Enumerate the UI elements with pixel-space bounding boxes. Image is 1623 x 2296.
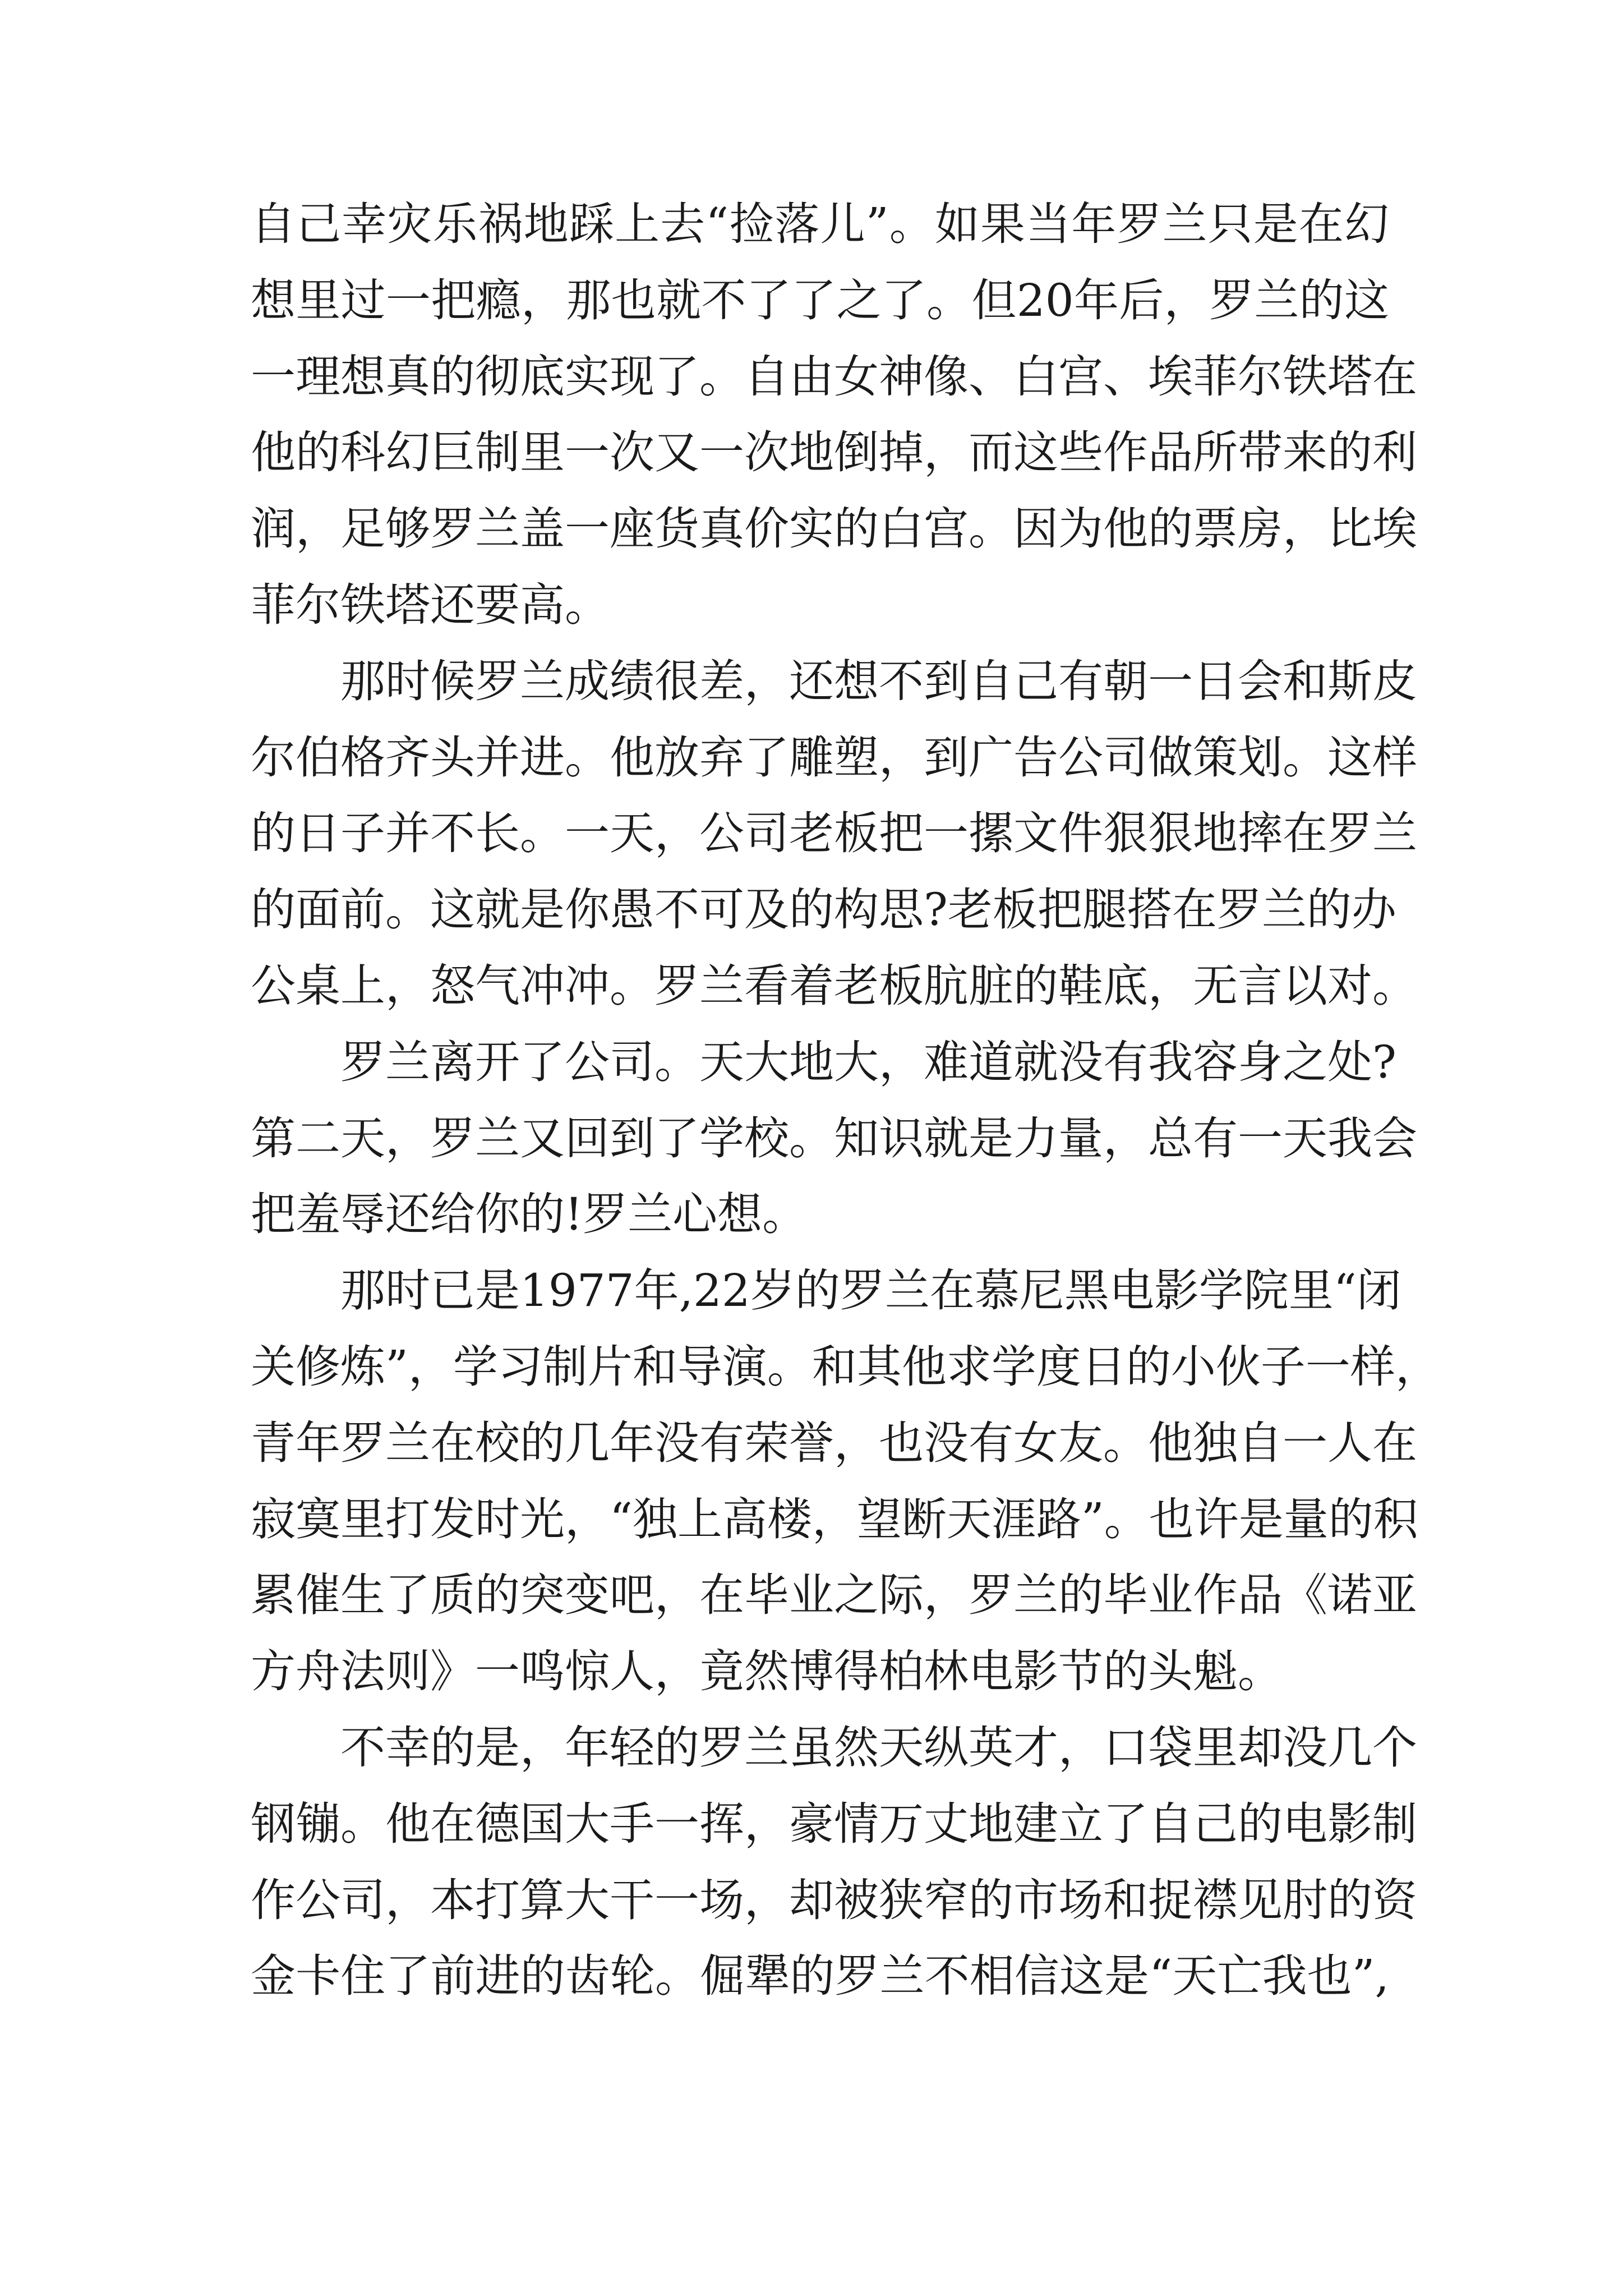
- text-line: 想里过一把瘾，那也就不了了之了。但20年后，罗兰的这: [251, 274, 1389, 326]
- text-line: 尔伯格齐头并进。他放弃了雕塑，到广告公司做策划。这样: [251, 731, 1417, 784]
- text-line: 的日子并不长。一天，公司老板把一摞文件狠狠地摔在罗兰: [251, 807, 1417, 860]
- text-line: 累催生了质的突变吧，在毕业之际，罗兰的毕业作品《诺亚: [251, 1569, 1417, 1622]
- text-line: 自己幸灾乐祸地踩上去“捡落儿”。如果当年罗兰只是在幻: [251, 198, 1389, 250]
- text-line: 菲尔铁塔还要高。: [251, 578, 610, 631]
- text-line: 钢镚。他在德国大手一挥，豪情万丈地建立了自己的电影制: [251, 1797, 1417, 1850]
- text-line: 第二天，罗兰又回到了学校。知识就是力量，总有一天我会: [251, 1112, 1417, 1165]
- text-line: 关修炼”，学习制片和导演。和其他求学度日的小伙子一样，: [251, 1340, 1440, 1393]
- text-line: 他的科幻巨制里一次又一次地倒掉，而这些作品所带来的利: [251, 426, 1417, 479]
- text-line: 青年罗兰在校的几年没有荣誉，也没有女友。他独自一人在: [251, 1416, 1417, 1469]
- text-line: 金卡住了前进的齿轮。倔犟的罗兰不相信这是“天亡我也”,: [251, 1950, 1389, 2003]
- text-line: 罗兰离开了公司。天大地大，难道就没有我容身之处?: [340, 1036, 1396, 1088]
- text-line: 润，足够罗兰盖一座货真价实的白宫。因为他的票房，比埃: [251, 503, 1417, 555]
- text-line: 那时候罗兰成绩很差，还想不到自己有朝一日会和斯皮: [340, 655, 1417, 707]
- text-line: 把羞辱还给你的!罗兰心想。: [251, 1188, 808, 1241]
- text-line: 一理想真的彻底实现了。自由女神像、白宫、埃菲尔铁塔在: [251, 350, 1417, 403]
- text-line: 寂寞里打发时光，“独上高楼，望断天涯路”。也许是量的积: [251, 1493, 1418, 1545]
- text-line: 公桌上，怒气冲冲。罗兰看着老板肮脏的鞋底，无言以对。: [251, 959, 1417, 1012]
- text-line: 作公司，本打算大干一场，却被狭窄的市场和捉襟见肘的资: [251, 1874, 1417, 1926]
- text-line: 不幸的是，年轻的罗兰虽然天纵英才，口袋里却没几个: [340, 1721, 1417, 1774]
- text-line: 的面前。这就是你愚不可及的构思?老板把腿搭在罗兰的办: [251, 884, 1396, 936]
- body-text: [251, 186, 1440, 2014]
- text-line: 方舟法则》一鸣惊人，竟然博得柏林电影节的头魁。: [251, 1645, 1283, 1698]
- text-line: 那时已是1977年,22岁的罗兰在慕尼黑电影学院里“闭: [340, 1264, 1401, 1317]
